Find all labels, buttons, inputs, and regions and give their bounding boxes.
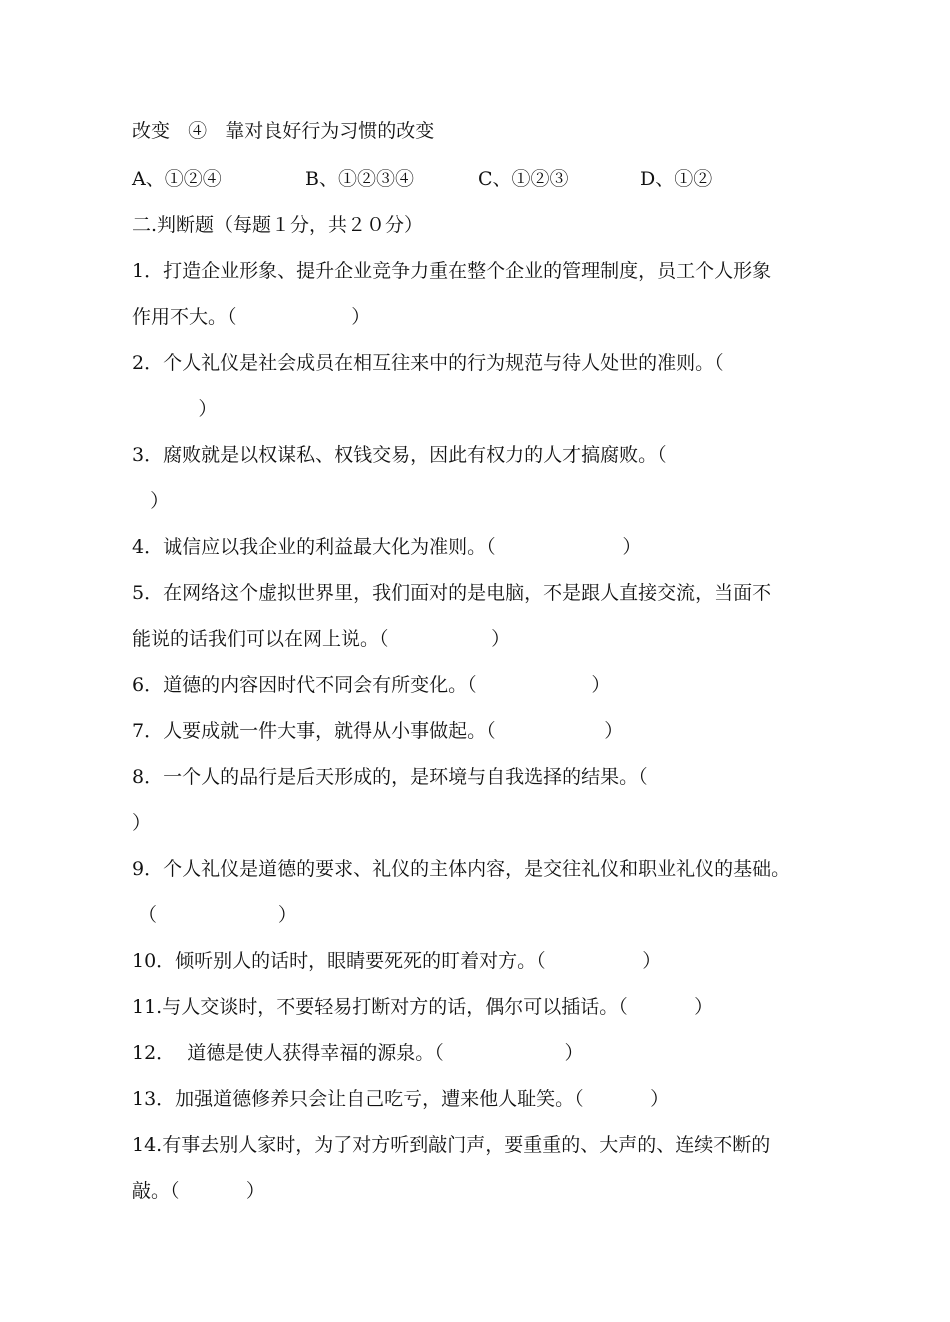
question-8-cont: ）: [132, 812, 152, 834]
question-2-cont: ）: [132, 398, 218, 420]
question-7: 7．人要成就一件大事，就得从小事做起。（ ）: [132, 720, 624, 742]
question-12: 12． 道德是使人获得幸福的源泉。（ ）: [132, 1042, 584, 1064]
question-9-cont: （ ）: [132, 904, 297, 926]
section-heading: 二.判断题（每题１分，共２０分）: [132, 214, 424, 236]
question-5: 5．在网络这个虚拟世界里，我们面对的是电脑，不是跟人直接交流，当面不: [132, 582, 772, 604]
option-a: A、①②④: [132, 168, 222, 190]
question-6: 6．道德的内容因时代不同会有所变化。（ ）: [132, 674, 611, 696]
question-9: 9．个人礼仪是道德的要求、礼仪的主体内容，是交往礼仪和职业礼仪的基础。: [132, 858, 791, 880]
question-3-cont: ）: [132, 490, 170, 512]
question-2: 2．个人礼仪是社会成员在相互往来中的行为规范与待人处世的准则。（: [132, 352, 724, 374]
question-10: 10．倾听别人的话时，眼睛要死死的盯着对方。（ ）: [132, 950, 662, 972]
question-1-cont: 作用不大。（ ）: [132, 306, 371, 328]
option-b: B、①②③④: [305, 168, 414, 190]
question-11: 11.与人交谈时，不要轻易打断对方的话，偶尔可以插话。（ ）: [132, 996, 714, 1018]
question-4: 4．诚信应以我企业的利益最大化为准则。（ ）: [132, 536, 642, 558]
question-14-cont: 敲。（ ）: [132, 1180, 265, 1202]
option-c: C、①②③: [478, 168, 569, 190]
option-d: D、①②: [640, 168, 713, 190]
question-8: 8．一个人的品行是后天形成的，是环境与自我选择的结果。（: [132, 766, 648, 788]
question-14: 14.有事去别人家时，为了对方听到敲门声，要重重的、大声的、连续不断的: [132, 1134, 771, 1156]
question-3: 3．腐败就是以权谋私、权钱交易，因此有权力的人才搞腐败。（: [132, 444, 667, 466]
question-1: 1．打造企业形象、提升企业竞争力重在整个企业的管理制度，员工个人形象: [132, 260, 772, 282]
question-13: 13．加强道德修养只会让自己吃亏，遭来他人耻笑。（ ）: [132, 1088, 670, 1110]
question-5-cont: 能说的话我们可以在网上说。（ ）: [132, 628, 511, 650]
question-continuation: 改变 ④ 靠对良好行为习惯的改变: [132, 120, 435, 142]
